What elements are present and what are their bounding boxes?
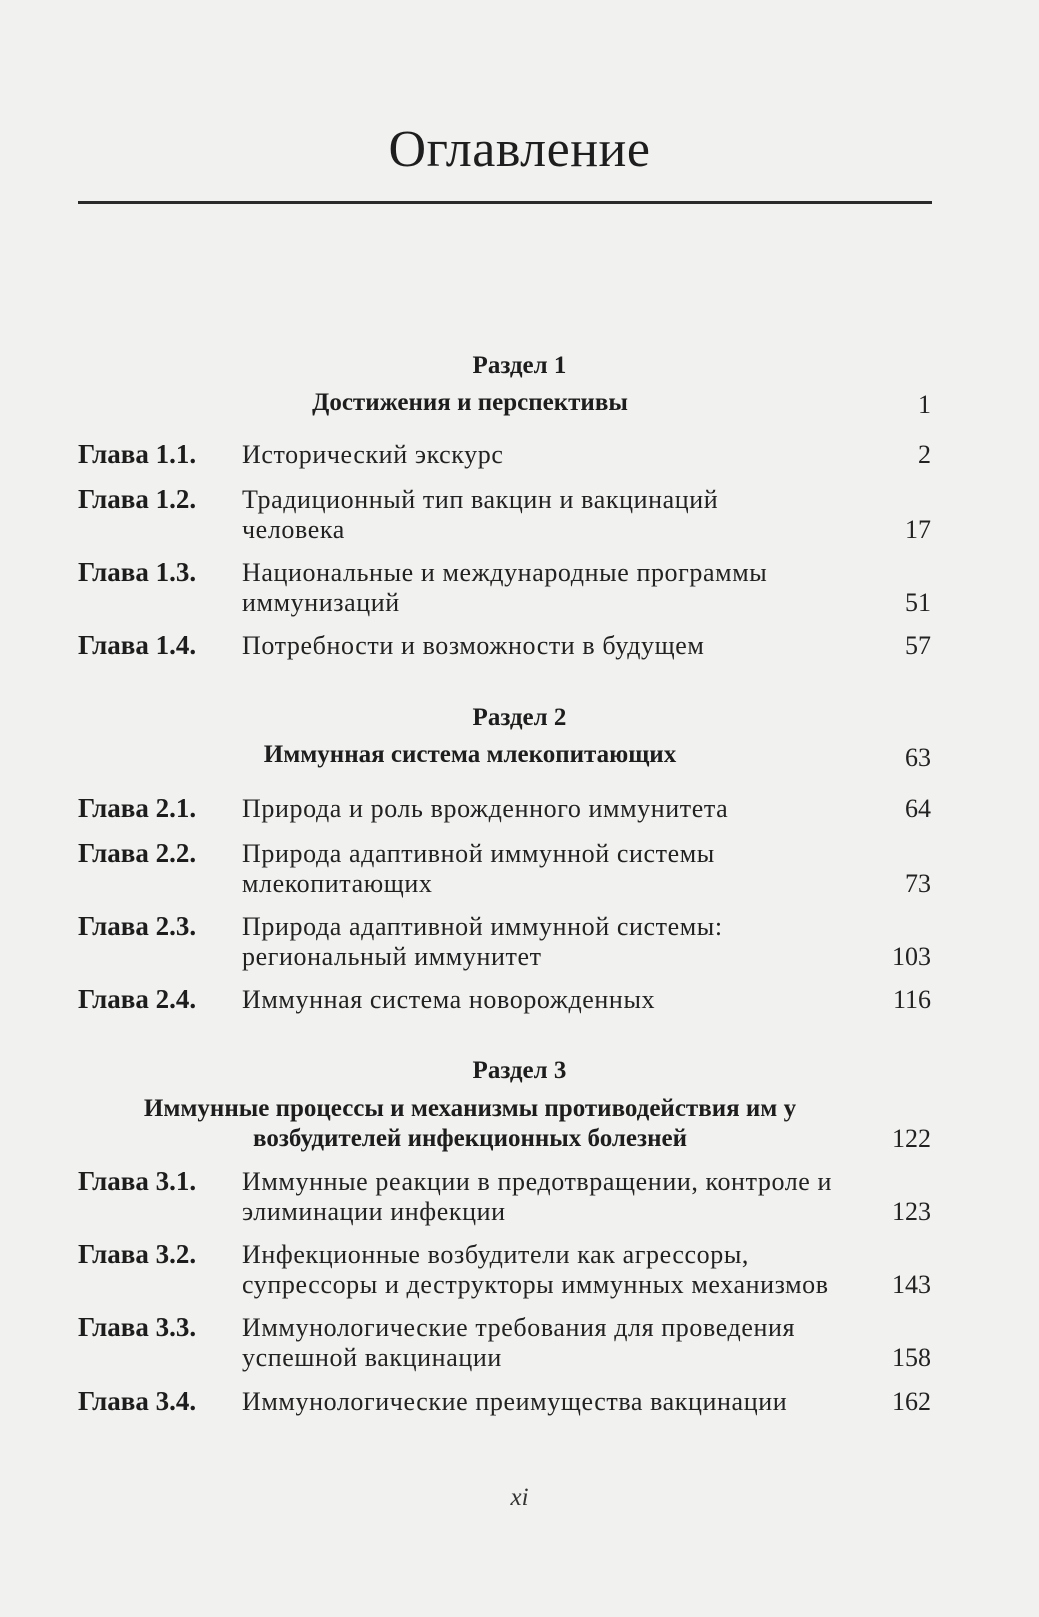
chapter-3-1-title: Иммунные реакции в предотвращении, контроле и элиминации инфекции <box>242 1167 833 1226</box>
chapter-2-2-title: Природа адаптивной иммунной системы млекопитающих <box>242 839 715 898</box>
chapter-3-4-page: 162 <box>892 1387 931 1416</box>
chapter-1-1-title: Исторический экскурс <box>242 440 504 469</box>
chapter-3-3-page: 158 <box>892 1343 931 1372</box>
section-2-title: Иммунная система млекопитающих <box>263 741 677 768</box>
chapter-1-4-page: 57 <box>905 631 931 660</box>
chapter-3-2-page: 143 <box>892 1270 931 1299</box>
chapter-3-2-title: Инфекционные возбудители как агрессоры, супрессоры и деструкторы иммунных механизмов <box>242 1240 829 1299</box>
chapter-2-1-label: Глава 2.1. <box>78 793 197 823</box>
page-footer-number: xi <box>510 1484 529 1511</box>
chapter-1-3-title: Национальные и международные программы иммунизаций <box>242 558 768 617</box>
chapter-2-3-label: Глава 2.3. <box>78 911 197 941</box>
chapter-3-1-page: 123 <box>892 1197 931 1226</box>
chapter-2-4-title: Иммунная система новорожденных <box>242 985 656 1014</box>
chapter-1-3-page: 51 <box>905 588 931 617</box>
section-2-heading: Раздел 2 <box>472 704 567 731</box>
chapter-1-2-title: Традиционный тип вакцин и вакцинаций человека <box>242 485 719 544</box>
section-2-page: 63 <box>905 743 931 772</box>
section-3-title: Иммунные процессы и механизмы противодействия им у возбудителей инфекционных болезней <box>143 1095 797 1152</box>
chapter-1-2-label: Глава 1.2. <box>78 484 197 514</box>
chapter-1-4-title: Потребности и возможности в будущем <box>242 631 705 660</box>
chapter-3-3-label: Глава 3.3. <box>78 1312 197 1342</box>
chapter-1-1-label: Глава 1.1. <box>78 439 197 469</box>
chapter-3-1-label: Глава 3.1. <box>78 1166 197 1196</box>
section-3-heading: Раздел 3 <box>472 1057 567 1084</box>
title-rule <box>78 201 932 204</box>
section-3-page: 122 <box>892 1124 931 1153</box>
section-1-heading: Раздел 1 <box>472 352 567 379</box>
chapter-2-4-label: Глава 2.4. <box>78 984 197 1014</box>
page-title: Оглавление <box>388 121 651 178</box>
chapter-2-1-title: Природа и роль врожденного иммунитета <box>242 794 729 823</box>
chapter-2-1-page: 64 <box>905 794 931 823</box>
chapter-3-4-label: Глава 3.4. <box>78 1386 197 1416</box>
chapter-2-4-page: 116 <box>892 985 931 1014</box>
chapter-1-2-page: 17 <box>905 515 931 544</box>
chapter-3-4-title: Иммунологические преимущества вакцинации <box>242 1387 788 1416</box>
chapter-3-2-label: Глава 3.2. <box>78 1239 197 1269</box>
chapter-1-1-page: 2 <box>918 440 931 469</box>
chapter-1-3-label: Глава 1.3. <box>78 557 197 587</box>
chapter-2-3-title: Природа адаптивной иммунной системы: региональный иммунитет <box>242 912 723 971</box>
chapter-2-3-page: 103 <box>892 942 931 971</box>
chapter-3-3-title: Иммунологические требования для проведения успешной вакцинации <box>242 1313 796 1372</box>
section-1-page: 1 <box>918 390 931 419</box>
chapter-2-2-page: 73 <box>905 869 931 898</box>
chapter-2-2-label: Глава 2.2. <box>78 838 197 868</box>
section-1-title: Достижения и перспективы <box>312 389 628 416</box>
chapter-1-4-label: Глава 1.4. <box>78 630 197 660</box>
